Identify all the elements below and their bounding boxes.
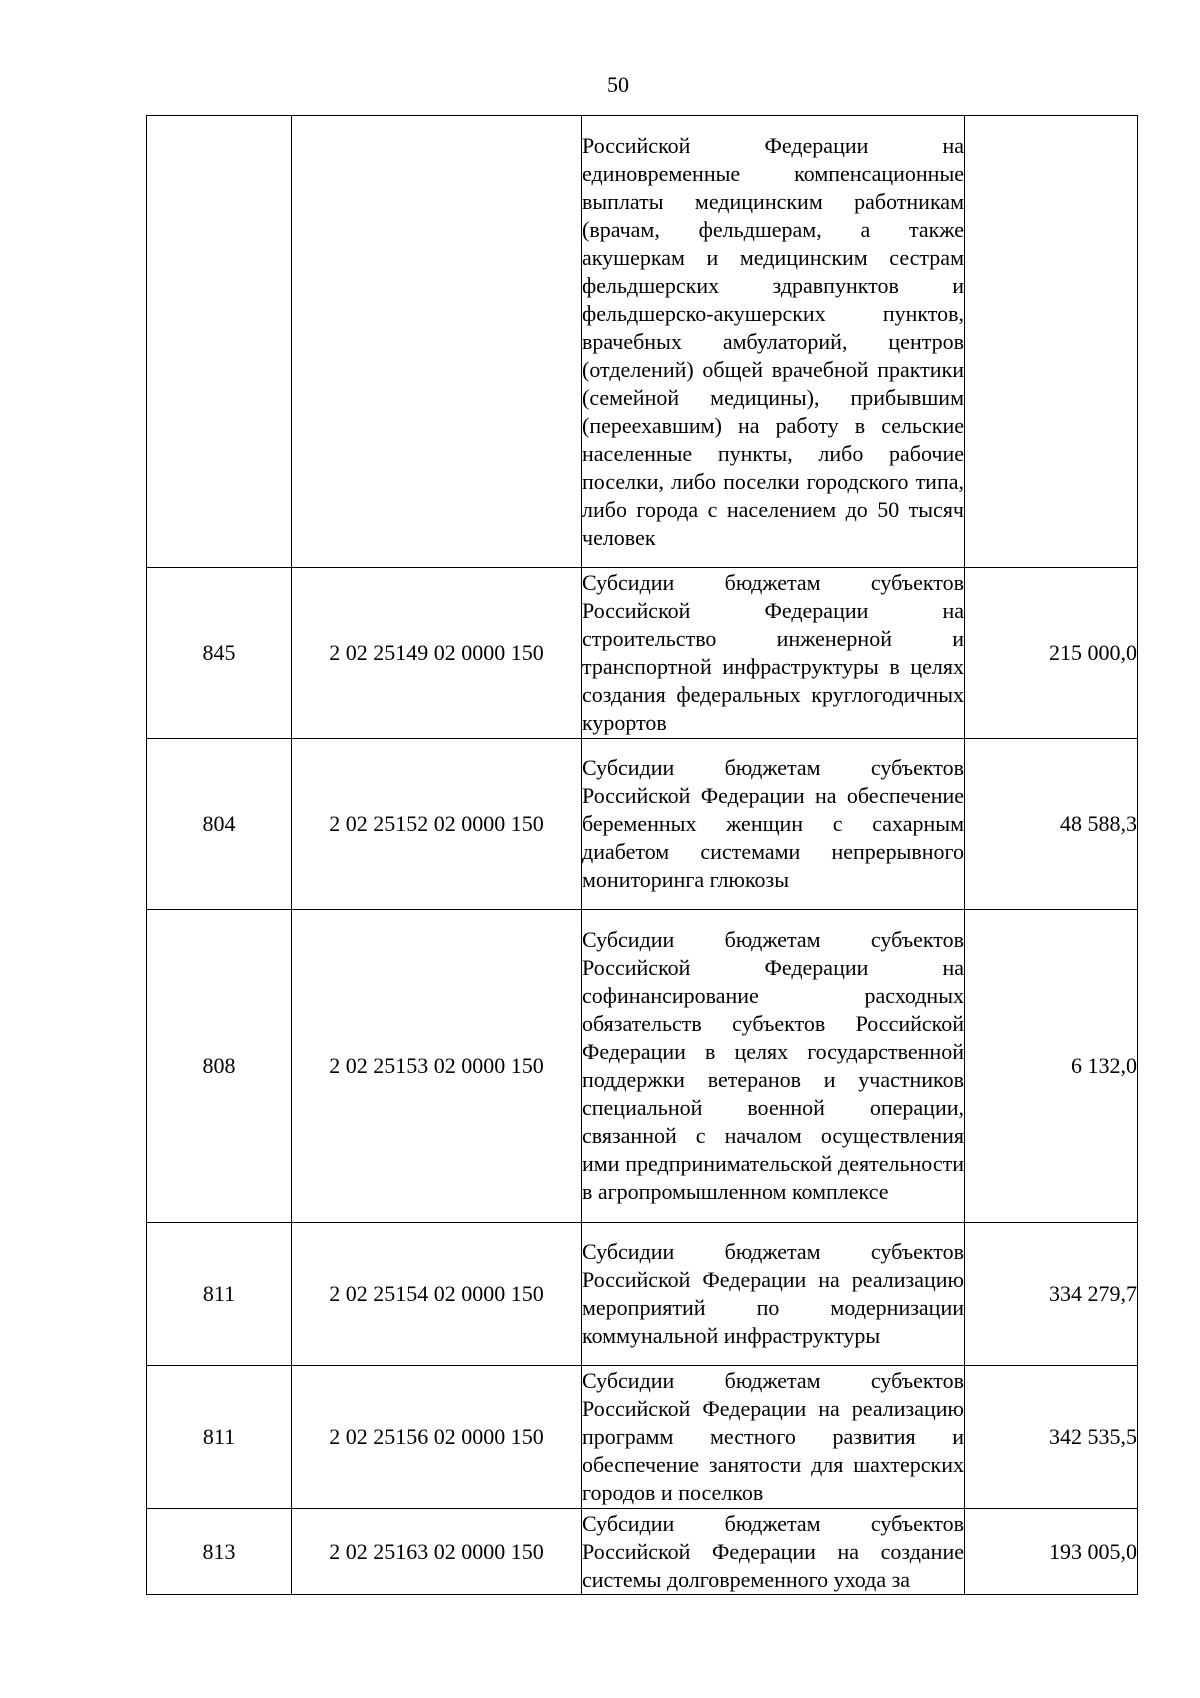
admin-code-cell: 811 xyxy=(147,1223,292,1366)
admin-code-cell: 813 xyxy=(147,1509,292,1595)
budget-code-cell: 2 02 25154 02 0000 150 xyxy=(292,1223,582,1366)
table-row xyxy=(147,1509,1138,1595)
description-cell: Субсидии бюджетам субъектов Российской Федерации на реализацию программ местного развития и обеспечение занятости для шахтерских городов и поселков xyxy=(582,1366,965,1509)
description-cell: Субсидии бюджетам субъектов Российской Федерации на строительство инженерной и транспортной инфраструктуры в целях создания федеральных круглогодичных курортов xyxy=(582,568,965,739)
amount-cell: 48 588,3 xyxy=(965,739,1138,910)
table-row xyxy=(147,568,1138,739)
amount-cell: 215 000,0 xyxy=(965,568,1138,739)
budget-code-cell xyxy=(292,116,582,568)
amount-cell: 334 279,7 xyxy=(965,1223,1138,1366)
page-number: 50 xyxy=(607,72,629,97)
table-row xyxy=(147,739,1138,910)
description-cell: Субсидии бюджетам субъектов Российской Федерации на создание системы долговременного ухода за xyxy=(582,1509,965,1595)
budget-code-cell: 2 02 25156 02 0000 150 xyxy=(292,1366,582,1509)
description-cell: Субсидии бюджетам субъектов Российской Федерации на софинансирование расходных обязательств субъектов Российской Федерации в целях государственной поддержки ветеранов и участников специальной военной операции, связанной с началом осуществления ими предпринимательской деятельности в агропромышленном комплексе xyxy=(582,910,965,1223)
budget-code-cell: 2 02 25153 02 0000 150 xyxy=(292,910,582,1223)
table-row xyxy=(147,116,1138,568)
amount-cell xyxy=(965,116,1138,568)
budget-revenue-table xyxy=(146,115,1138,1595)
table-row xyxy=(147,910,1138,1223)
description-cell: Субсидии бюджетам субъектов Российской Федерации на реализацию мероприятий по модернизации коммунальной инфраструктуры xyxy=(582,1223,965,1366)
table-row xyxy=(147,1223,1138,1366)
description-cell: Субсидии бюджетам субъектов Российской Федерации на обеспечение беременных женщин с сахарным диабетом системами непрерывного мониторинга глюкозы xyxy=(582,739,965,910)
admin-code-cell: 811 xyxy=(147,1366,292,1509)
amount-cell: 193 005,0 xyxy=(965,1509,1138,1595)
budget-code-cell: 2 02 25152 02 0000 150 xyxy=(292,739,582,910)
amount-cell: 6 132,0 xyxy=(965,910,1138,1223)
admin-code-cell: 804 xyxy=(147,739,292,910)
admin-code-cell xyxy=(147,116,292,568)
budget-code-cell: 2 02 25163 02 0000 150 xyxy=(292,1509,582,1595)
admin-code-cell: 845 xyxy=(147,568,292,739)
amount-cell: 342 535,5 xyxy=(965,1366,1138,1509)
table-row xyxy=(147,1366,1138,1509)
description-cell: Российской Федерации на единовременные компенсационные выплаты медицинским работникам (врачам, фельдшерам, а также акушеркам и медицинским сестрам фельдшерских здравпунктов и фельдшерско-акушерских пунктов, врачебных амбулаторий, центров (отделений) общей врачебной практики (семейной медицины), прибывшим (переехавшим) на работу в сельские населенные пункты, либо рабочие поселки, либо поселки городского типа, либо города с населением до 50 тысяч человек xyxy=(582,116,965,568)
budget-code-cell: 2 02 25149 02 0000 150 xyxy=(292,568,582,739)
admin-code-cell: 808 xyxy=(147,910,292,1223)
